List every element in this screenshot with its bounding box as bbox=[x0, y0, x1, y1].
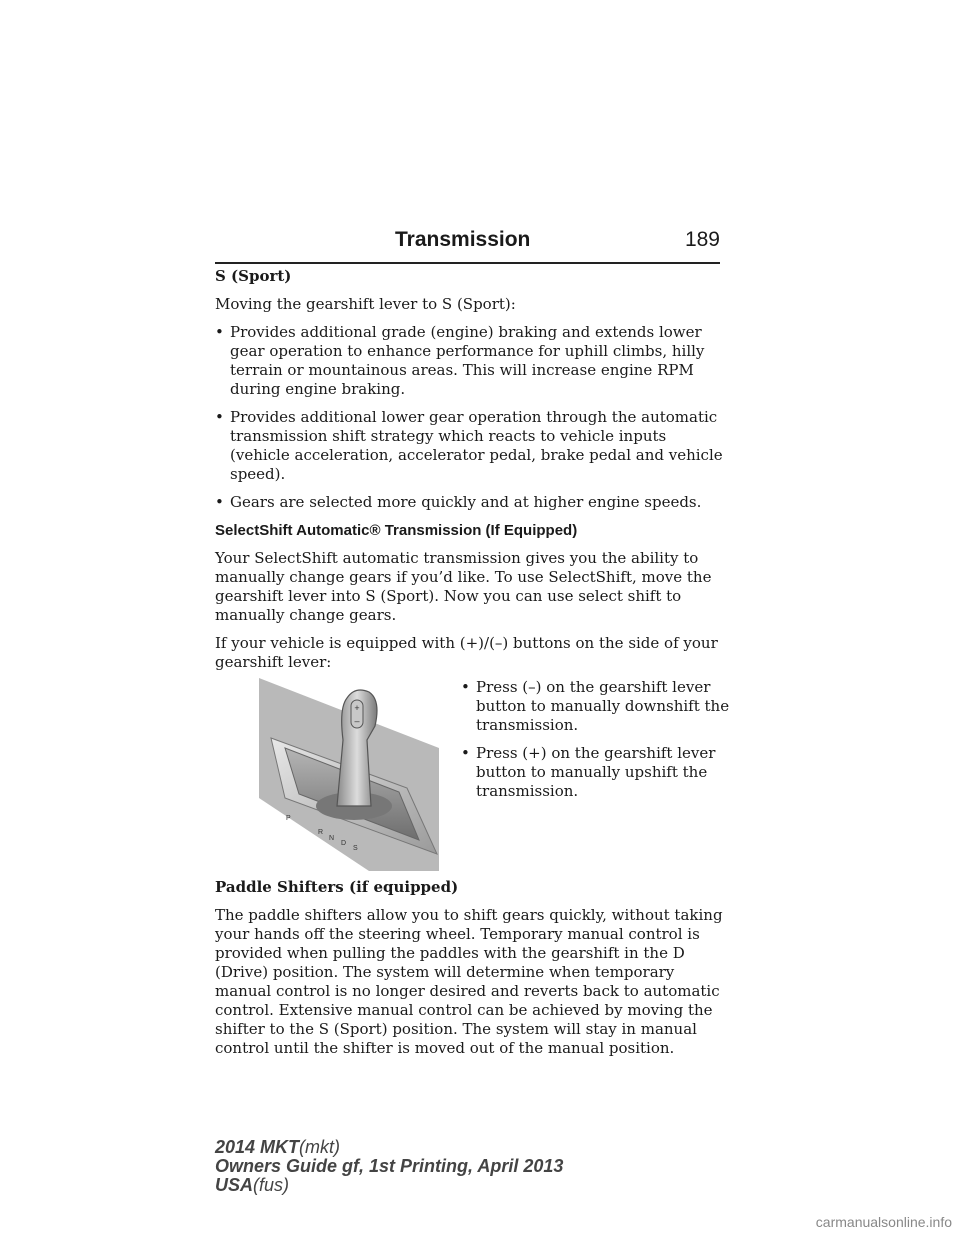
bullet-icon: • bbox=[461, 678, 470, 696]
plus-button-label: + bbox=[354, 703, 360, 713]
selectshift-bullet-list bbox=[461, 678, 731, 810]
footer-line-3: USA(fus) bbox=[215, 1175, 290, 1195]
page-content bbox=[215, 267, 730, 1067]
page-footer bbox=[215, 1138, 563, 1195]
footer-line-1: 2014 MKT(mkt) bbox=[215, 1137, 341, 1157]
sport-heading: S (Sport) bbox=[215, 267, 292, 285]
paddle-paragraph: The paddle shifters allow you to shift gears quickly, without taking your hands off the steering wheel. Temporary manual control is provided when pulling the paddles with the gearshift in the D (Drive) position. The system will determine when temporary manual control is no longer desired and reverts back to automatic control. Extensive manual control can be achieved by moving the shifter to the S (Sport) position. The system will stay in manual control until the shifter is moved out of the manual position. bbox=[215, 906, 723, 1057]
gearshift-lever-illustration bbox=[259, 678, 439, 871]
footer-line-2: Owners Guide gf, 1st Printing, April 2013 bbox=[215, 1156, 564, 1176]
section-title: Transmission bbox=[395, 228, 531, 251]
watermark: carmanualsonline.info bbox=[815, 1214, 952, 1230]
minus-button-label: – bbox=[354, 716, 360, 726]
bullet-icon: • bbox=[215, 493, 224, 511]
selectshift-paragraph-2: If your vehicle is equipped with (+)/(–) buttons on the side of your gearshift lever: bbox=[215, 634, 718, 671]
sport-bullet-list bbox=[215, 323, 725, 512]
figure-row bbox=[215, 678, 730, 871]
bullet-icon: • bbox=[461, 744, 470, 762]
page-number: 189 bbox=[684, 228, 720, 251]
sport-intro: Moving the gearshift lever to S (Sport): bbox=[215, 295, 516, 313]
bullet-icon: • bbox=[215, 408, 224, 426]
list-item: • Provides additional grade (engine) braking and extends lower gear operation to enhance performance for uphill climbs, hilly terrain or mountainous areas. This will increase engine RPM during engine braking. bbox=[215, 323, 705, 398]
gear-label-r: R bbox=[318, 829, 324, 836]
list-item: • Press (+) on the gearshift lever button to manually upshift the transmission. bbox=[461, 744, 716, 800]
list-item: • Press (–) on the gearshift lever button to manually downshift the transmission. bbox=[461, 678, 730, 734]
gear-label-n: N bbox=[329, 835, 335, 842]
gear-label-d: D bbox=[341, 840, 347, 847]
selectshift-paragraph-1: Your SelectShift automatic transmission gives you the ability to manually change gears if you’d like. To use SelectShift, move the gearshift lever into S (Sport). Now you can use select shift to manually change gears. bbox=[215, 549, 712, 624]
gear-label-s: S bbox=[353, 845, 358, 852]
selectshift-heading: SelectShift Automatic® Transmission (If Equipped) bbox=[215, 522, 578, 539]
list-item: • Provides additional lower gear operation through the automatic transmission shift strategy which reacts to vehicle inputs (vehicle acceleration, accelerator pedal, brake pedal and vehicle speed). bbox=[215, 408, 723, 483]
list-item: • Gears are selected more quickly and at higher engine speeds. bbox=[215, 493, 702, 511]
page-header bbox=[215, 228, 720, 264]
paddle-heading: Paddle Shifters (if equipped) bbox=[215, 878, 459, 896]
bullet-icon: • bbox=[215, 323, 224, 341]
gear-label-p: P bbox=[286, 815, 291, 822]
